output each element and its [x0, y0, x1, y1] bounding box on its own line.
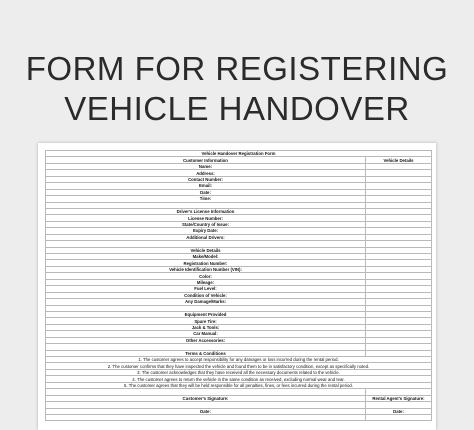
- terms-item: 5. The customer agrees that they will be held responsible for all penalties, fines, or fees incurred during the rental period.: [46, 382, 432, 388]
- field-label: Condition of Vehicle:: [46, 292, 366, 298]
- section-header-left: Customer Information: [46, 157, 366, 163]
- section-heading: Terms & Conditions: [46, 350, 366, 356]
- field-label: Other Accessories:: [46, 337, 366, 343]
- terms-item: 1. The customer agrees to accept responsibility for any damages or loss incurred during the rental period.: [46, 357, 432, 363]
- field-label: Time:: [46, 196, 366, 202]
- field-label: Email:: [46, 183, 366, 189]
- field-label: Expiry Date:: [46, 228, 366, 234]
- terms-item: 2. The customer confirms that they have inspected the vehicle and found them to be in satisfactory condition, except as specifically noted.: [46, 363, 432, 369]
- field-label: State/Country of Issue:: [46, 221, 366, 227]
- form-sheet: [38, 143, 436, 430]
- field-label: Address:: [46, 170, 366, 176]
- field-label: Name:: [46, 163, 366, 169]
- field-label: Contact Number:: [46, 176, 366, 182]
- terms-item: 3. The customer acknowledges that they have received all the necessary documents related to the vehicle.: [46, 369, 432, 375]
- field-label: Jack & Tools:: [46, 324, 366, 330]
- field-label: Any Damage/Marks:: [46, 299, 366, 305]
- handover-form-table: [45, 150, 432, 421]
- signature-label: Date:: [46, 408, 366, 414]
- section-header-right: Vehicle Details: [366, 157, 432, 163]
- page-title-line-2: VEHICLE HANDOVER: [64, 90, 410, 127]
- field-label: Date:: [46, 189, 366, 195]
- field-label: Car Manual:: [46, 331, 366, 337]
- field-label: Color:: [46, 273, 366, 279]
- field-label: License Number:: [46, 215, 366, 221]
- blank-cell: [46, 414, 366, 420]
- section-heading: Vehicle Details: [46, 247, 366, 253]
- field-label: Vehicle Identification Number (VIN):: [46, 266, 366, 272]
- field-label: Make/Model:: [46, 254, 366, 260]
- field-label: Fuel Level:: [46, 286, 366, 292]
- form-title: Vehicle Handover Registration Form: [46, 151, 432, 157]
- signature-label-right: Rental Agent's Signature:: [366, 395, 432, 401]
- field-label: Mileage:: [46, 279, 366, 285]
- page-title-line-1: FORM FOR REGISTERING: [25, 50, 449, 87]
- table-row: [46, 414, 432, 420]
- section-heading: Equipment Provided: [46, 311, 366, 317]
- field-label: Spare Tire:: [46, 318, 366, 324]
- field-label: Registration Number:: [46, 260, 366, 266]
- terms-item: 4. The customer agrees to return the vehicle in the same condition as received, excluding normal wear and tear.: [46, 376, 432, 382]
- signature-label: Customer's Signature:: [46, 395, 366, 401]
- section-heading: Driver's License Information: [46, 208, 366, 214]
- blank-cell: [366, 414, 432, 420]
- field-label: Additional Drivers:: [46, 234, 366, 240]
- signature-label-right: Date:: [366, 408, 432, 414]
